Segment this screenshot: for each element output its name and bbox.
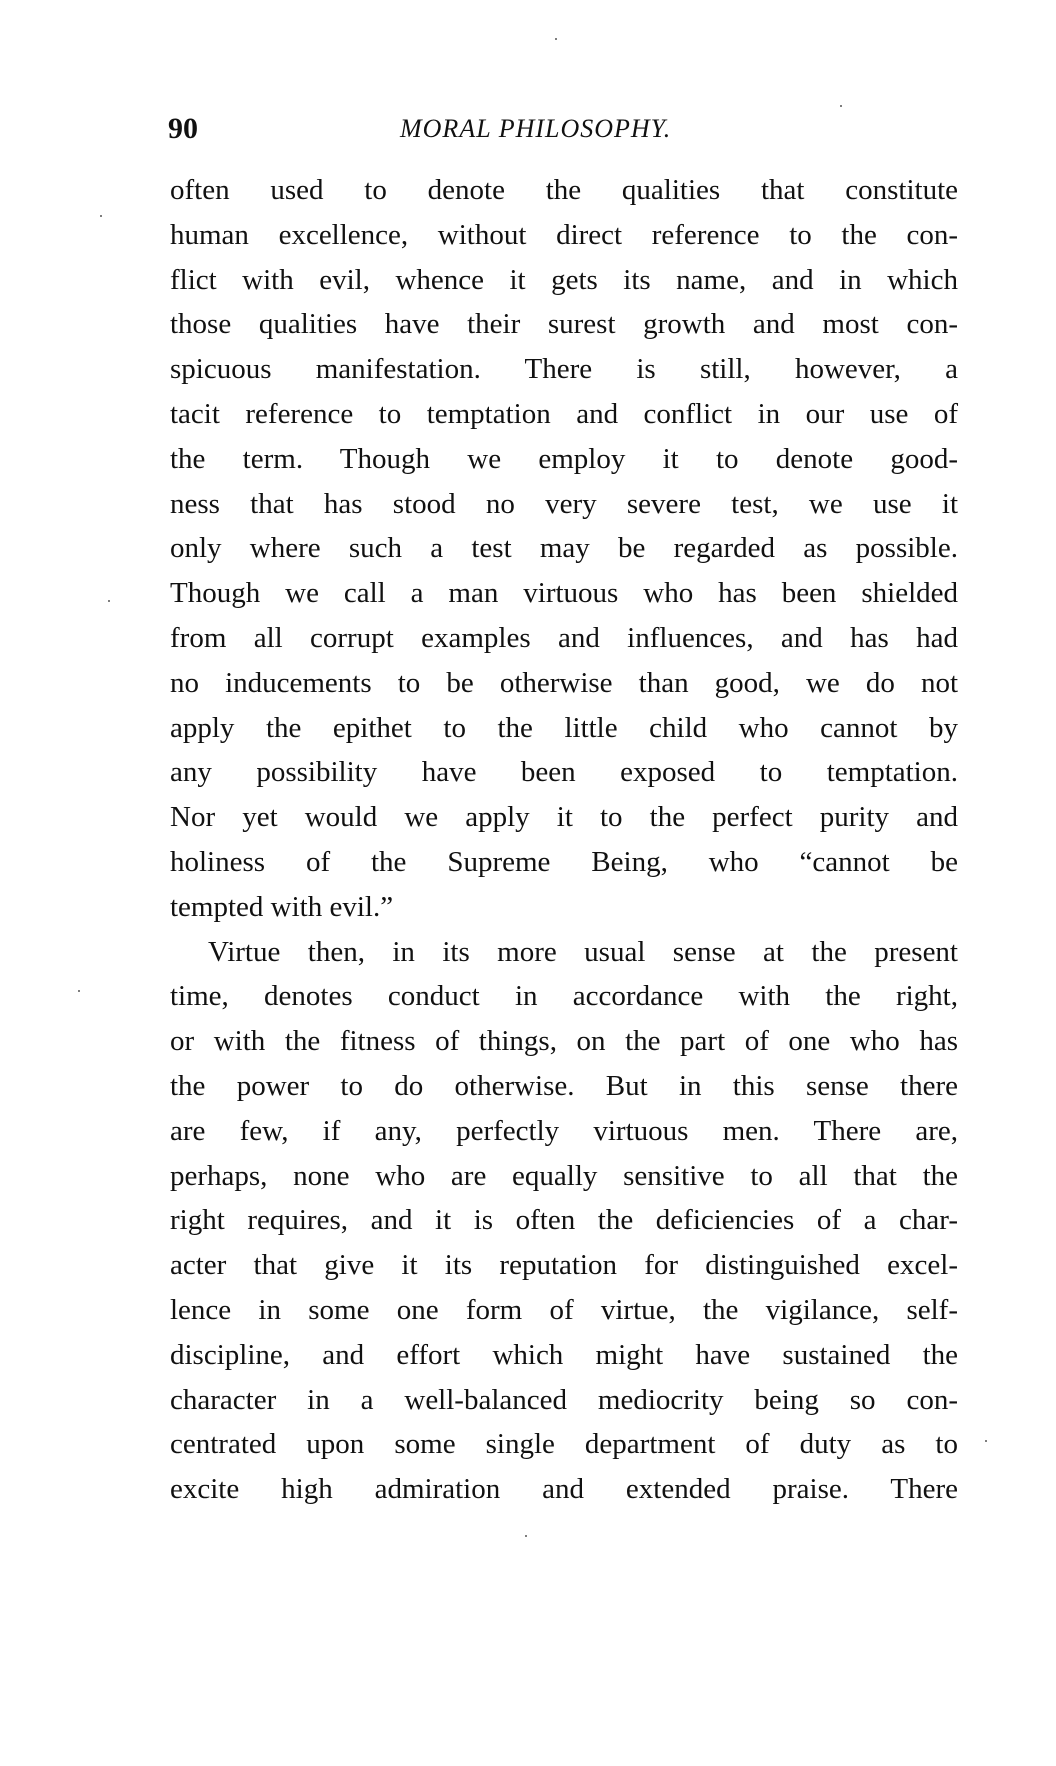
text-line: or with the fitness of things, on the part of one who has — [170, 1025, 958, 1058]
text-line: time, denotes conduct in accordance with the right, — [170, 980, 958, 1013]
text-line: centrated upon some single department of duty as to — [170, 1428, 958, 1461]
text-line: character in a well-balanced mediocrity being so con- — [170, 1383, 958, 1416]
body-text — [170, 168, 958, 1512]
text-line: from all corrupt examples and influences, and has had — [170, 621, 958, 654]
page-number: 90 — [168, 112, 198, 145]
text-line: flict with evil, whence it gets its name, and in which — [170, 263, 958, 296]
scan-speck — [840, 105, 842, 107]
text-line: tacit reference to temptation and conflict in our use of — [170, 397, 958, 430]
running-head: MORAL PHILOSOPHY. — [400, 114, 672, 143]
scan-speck — [985, 1440, 987, 1442]
text-line: ness that has stood no very severe test, we use it — [170, 487, 958, 520]
text-line: right requires, and it is often the deficiencies of a char- — [170, 1204, 958, 1237]
text-line: are few, if any, perfectly virtuous men. There are, — [170, 1114, 958, 1147]
paragraph — [170, 168, 958, 930]
text-line: apply the epithet to the little child who cannot by — [170, 711, 958, 744]
text-line: often used to denote the qualities that constitute — [170, 174, 958, 206]
text-line: excite high admiration and extended praise. There — [170, 1473, 958, 1506]
scan-speck — [100, 215, 102, 217]
text-line: only where such a test may be regarded as possible. — [170, 532, 958, 565]
text-line: Virtue then, in its more usual sense at the present — [208, 935, 958, 968]
scan-speck — [555, 38, 557, 40]
text-line: Though we call a man virtuous who has been shielded — [170, 577, 958, 610]
text-line: lence in some one form of virtue, the vigilance, self- — [170, 1293, 958, 1326]
text-line: no inducements to be otherwise than good, we do not — [170, 666, 958, 699]
text-line: human excellence, without direct reference to the con- — [170, 218, 958, 251]
text-line: Nor yet would we apply it to the perfect purity and — [170, 801, 958, 834]
text-line: spicuous manifestation. There is still, however, a — [170, 353, 958, 386]
text-line: tempted with evil.” — [170, 890, 394, 923]
text-line: those qualities have their surest growth and most con- — [170, 308, 958, 341]
text-line: the power to do otherwise. But in this sense there — [170, 1069, 958, 1102]
text-line: the term. Though we employ it to denote good- — [170, 442, 958, 475]
scan-speck — [525, 1535, 527, 1537]
text-line: discipline, and effort which might have sustained the — [170, 1338, 958, 1371]
text-line: any possibility have been exposed to temptation. — [170, 756, 958, 789]
paragraph — [170, 930, 958, 1512]
scan-speck — [78, 990, 80, 992]
scan-speck — [108, 600, 110, 602]
text-line: holiness of the Supreme Being, who “cannot be — [170, 845, 958, 878]
text-line: acter that give it its reputation for distinguished excel- — [170, 1249, 958, 1282]
text-line: perhaps, none who are equally sensitive to all that the — [170, 1159, 958, 1192]
